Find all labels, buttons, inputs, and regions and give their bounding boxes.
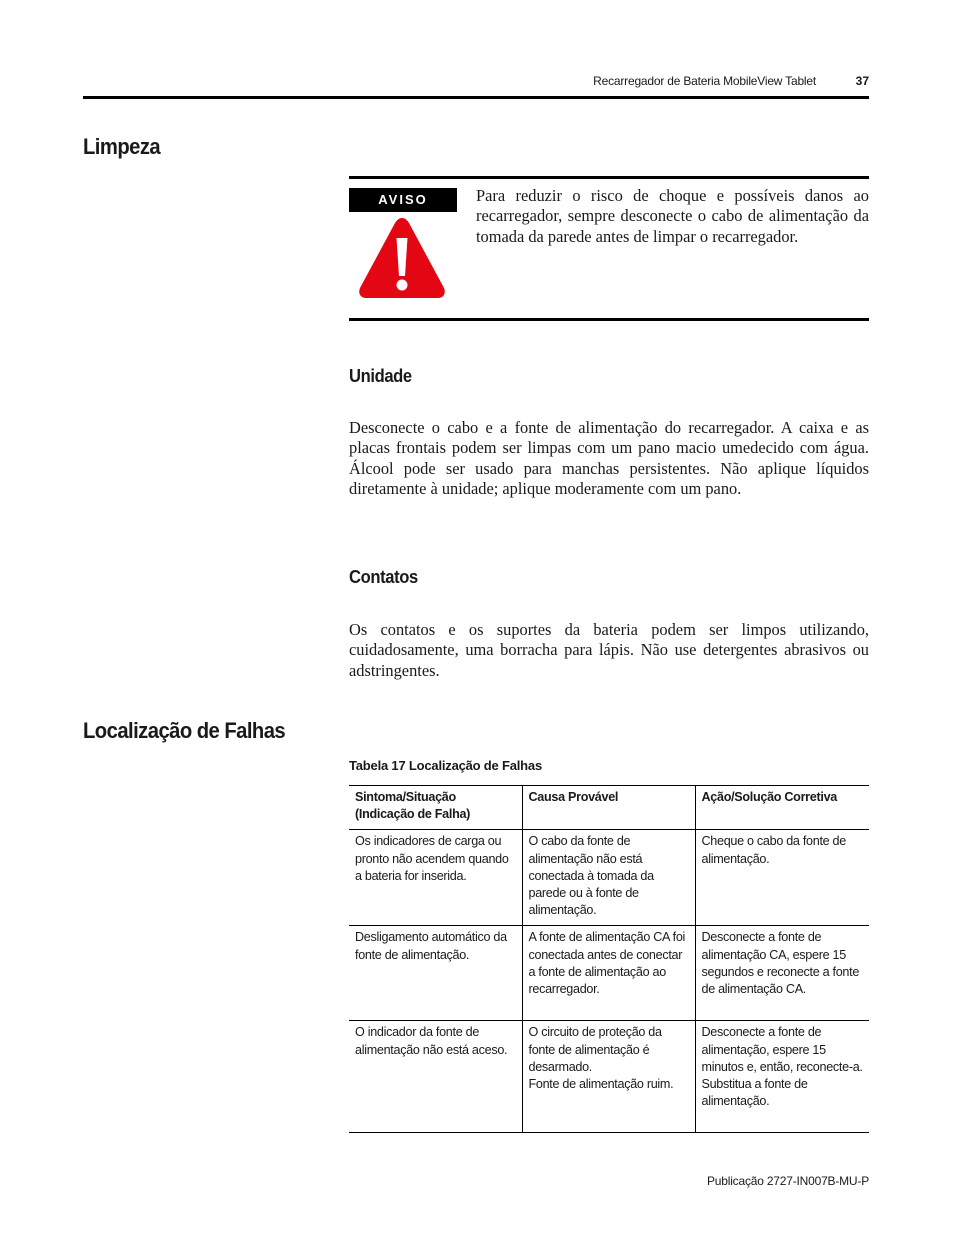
column-header-acao: Ação/Solução Corretiva bbox=[695, 786, 869, 830]
warning-text: Para reduzir o risco de choque e possíveis danos ao recarregador, sempre desconecte o cabo de alimentação da tomada da parede antes de limpar o recarregador. bbox=[476, 186, 869, 246]
warning-top-rule bbox=[349, 176, 869, 179]
cell-sintoma: Desligamento automático da fonte de alimentação. bbox=[355, 930, 507, 962]
table-header-row bbox=[349, 786, 869, 830]
cell-acao: Desconecte a fonte de alimentação CA, espere 15 segundos e reconecte a fonte de alimentação CA. bbox=[695, 926, 869, 1021]
cell-acao-line-extra: Substitua a fonte de alimentação. bbox=[701, 1077, 808, 1109]
section-heading-limpeza: Limpeza bbox=[83, 134, 161, 159]
subheading-unidade: Unidade bbox=[349, 366, 412, 386]
cell-sintoma: O indicador da fonte de alimentação não está aceso. bbox=[355, 1025, 508, 1057]
cell-acao: Cheque o cabo da fonte de alimentação. bbox=[695, 830, 869, 926]
publication-footer: Publicação 2727-IN007B-MU-P bbox=[706, 1174, 869, 1188]
header-rule bbox=[83, 96, 869, 99]
warning-bottom-rule bbox=[349, 318, 869, 321]
section-heading-localizacao: Localização de Falhas bbox=[83, 718, 286, 743]
table-row bbox=[349, 926, 869, 1021]
cell-causa-line: O circuito de proteção da fonte de alimentação é desarmado. bbox=[528, 1025, 662, 1074]
table-caption: Tabela 17 Localização de Falhas bbox=[349, 758, 542, 773]
unidade-paragraph: Desconecte o cabo e a fonte de alimentação do recarregador. A caixa e as placas frontais podem ser limpas com um pano macio umedecido com água. Álcool pode ser usado para manchas persistentes. Não aplique líquidos diretamente à unidade; aplique moderamente com um pano. bbox=[349, 418, 869, 499]
table-row bbox=[349, 830, 869, 926]
troubleshooting-table bbox=[349, 785, 869, 1133]
page-number: 37 bbox=[855, 74, 869, 88]
cell-causa: O cabo da fonte de alimentação não está conectada à tomada da parede ou à fonte de alimentação. bbox=[522, 830, 695, 926]
column-header-causa: Causa Provável bbox=[522, 786, 695, 830]
column-header-sintoma: Sintoma/Situação (Indicação de Falha) bbox=[355, 790, 471, 822]
cell-acao-line: Desconecte a fonte de alimentação, espere 15 minutos e, então, reconecte-a. bbox=[701, 1025, 863, 1074]
subheading-contatos: Contatos bbox=[349, 567, 418, 587]
cell-causa: A fonte de alimentação CA foi conectada antes de conectar a fonte de alimentação ao recarregador. bbox=[522, 926, 695, 1021]
contatos-paragraph: Os contatos e os suportes da bateria podem ser limpos utilizando, cuidadosamente, uma borracha para lápis. Não use detergentes abrasivos ou adstringentes. bbox=[349, 620, 869, 680]
cell-causa bbox=[522, 1021, 695, 1133]
warning-badge: AVISO bbox=[349, 188, 457, 212]
warning-triangle-icon bbox=[357, 214, 447, 301]
cell-acao bbox=[695, 1021, 869, 1133]
table-row bbox=[349, 1021, 869, 1133]
cell-sintoma: Os indicadores de carga ou pronto não acendem quando a bateria for inserida. bbox=[355, 834, 509, 883]
cell-causa-line-extra: Fonte de alimentação ruim. bbox=[528, 1077, 674, 1092]
running-header-title: Recarregador de Bateria MobileView Tablet bbox=[593, 74, 816, 88]
